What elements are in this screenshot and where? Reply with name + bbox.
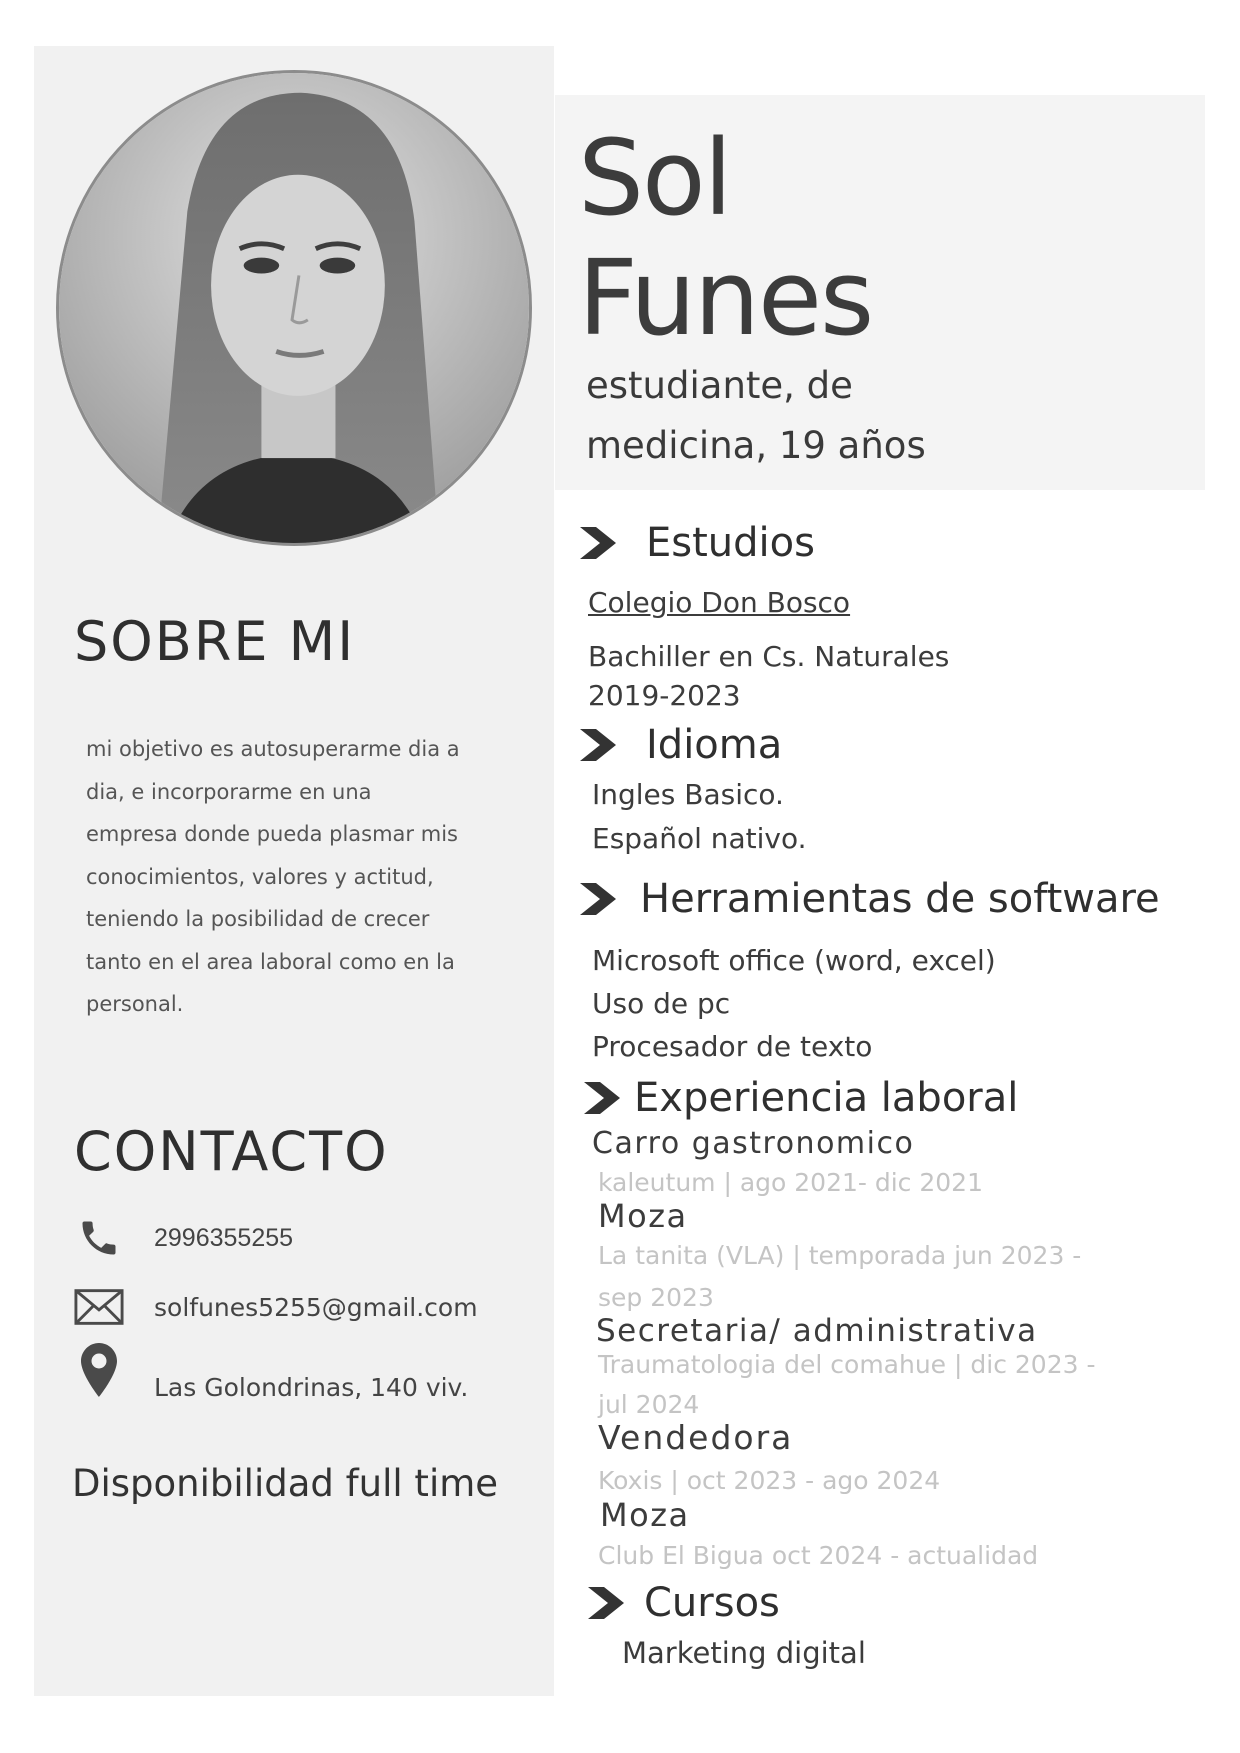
phone-number[interactable]: 2996355255 — [154, 1223, 294, 1252]
school-name: Colegio Don Bosco — [588, 586, 851, 619]
section-title: Idioma — [646, 722, 783, 768]
section-experience-heading — [584, 1075, 1018, 1121]
chevron-right-icon — [588, 1587, 624, 1619]
about-line: conocimientos, valores y actitud, — [86, 864, 434, 889]
phone-icon — [74, 1213, 124, 1263]
degree: Bachiller en Cs. Naturales — [588, 640, 950, 673]
section-software-heading — [580, 876, 1160, 922]
profile-photo — [56, 70, 532, 546]
address: Las Golondrinas, 140 viv. — [154, 1373, 469, 1402]
about-heading: SOBRE MI — [74, 610, 356, 673]
section-studies-heading — [580, 520, 815, 566]
chevron-right-icon — [584, 1082, 620, 1114]
about-line: personal. — [86, 992, 184, 1016]
subtitle-line: medicina, 19 años — [586, 424, 926, 467]
course-item: Marketing digital — [622, 1636, 866, 1670]
job-role: Moza — [600, 1496, 690, 1534]
subtitle-line: estudiante, de — [586, 364, 853, 407]
software-item: Procesador de texto — [592, 1030, 873, 1063]
contact-phone-row — [74, 1213, 294, 1263]
last-name: Funes — [578, 237, 873, 359]
about-line: teniendo la posibilidad de crecer — [86, 907, 430, 931]
chevron-right-icon — [580, 527, 616, 559]
study-years: 2019-2023 — [588, 679, 741, 712]
job-detail: Traumatologia del comahue | dic 2023 - — [598, 1350, 1096, 1379]
language-item: Español nativo. — [592, 822, 807, 855]
chevron-right-icon — [580, 883, 616, 915]
job-detail: La tanita (VLA) | temporada jun 2023 - — [598, 1241, 1082, 1270]
section-title: Cursos — [644, 1580, 780, 1626]
language-item: Ingles Basico. — [592, 778, 784, 811]
about-text — [86, 728, 506, 1026]
section-courses-heading — [588, 1580, 780, 1626]
job-detail: Koxis | oct 2023 - ago 2024 — [598, 1466, 941, 1495]
location-pin-icon — [74, 1345, 124, 1395]
job-detail: sep 2023 — [598, 1283, 714, 1312]
section-title: Herramientas de software — [640, 876, 1160, 922]
contact-heading: CONTACTO — [74, 1120, 389, 1183]
first-name: Sol — [578, 117, 731, 239]
about-line: mi objetivo es autosuperarme dia a — [86, 737, 460, 761]
section-title: Experiencia laboral — [634, 1075, 1019, 1121]
contact-email-row — [74, 1282, 478, 1332]
job-role: Carro gastronomico — [592, 1126, 915, 1161]
section-title: Estudios — [646, 520, 815, 566]
job-role: Moza — [598, 1197, 688, 1235]
email-address[interactable]: solfunes5255@gmail.com — [154, 1292, 478, 1322]
about-line: tanto en el area laboral como en la — [86, 949, 455, 974]
availability: Disponibilidad full time — [72, 1462, 499, 1505]
contact-address-row — [74, 1345, 469, 1402]
about-line: empresa donde pueda plasmar mis — [86, 822, 458, 846]
candidate-subtitle — [586, 356, 1006, 476]
chevron-right-icon — [580, 729, 616, 761]
candidate-name — [578, 118, 872, 358]
software-item: Uso de pc — [592, 987, 731, 1020]
mail-icon — [74, 1282, 124, 1332]
job-detail: kaleutum | ago 2021- dic 2021 — [598, 1168, 983, 1197]
job-role: Secretaria/ administrativa — [596, 1313, 1038, 1349]
software-item: Microsoft office (word, excel) — [592, 944, 996, 977]
job-detail: jul 2024 — [598, 1390, 700, 1419]
section-languages-heading — [580, 722, 782, 768]
about-line: dia, e incorporarme en una — [86, 779, 372, 804]
job-detail: Club El Bigua oct 2024 - actualidad — [598, 1541, 1039, 1570]
job-role: Vendedora — [598, 1418, 794, 1457]
